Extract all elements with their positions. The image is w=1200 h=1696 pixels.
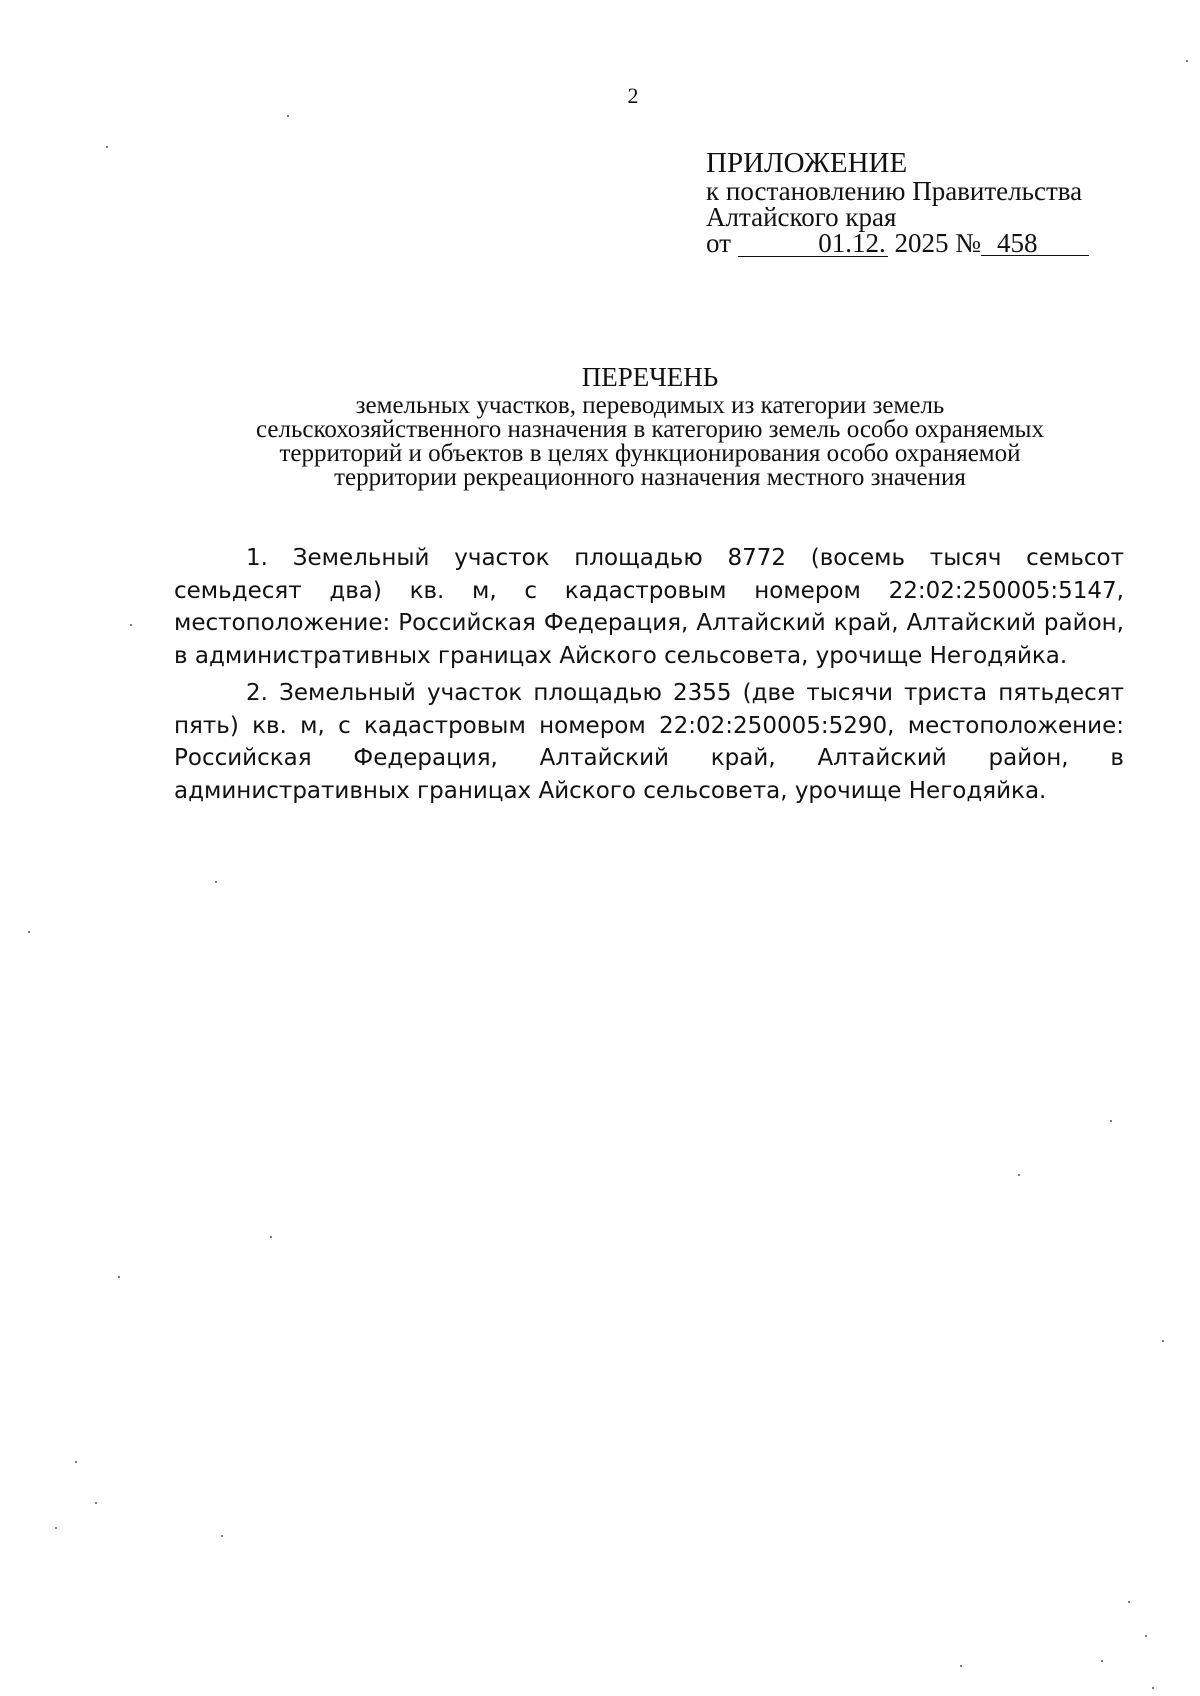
number-prefix: №: [955, 228, 981, 258]
scan-speck: [130, 624, 132, 626]
scan-speck: [1101, 1660, 1103, 1662]
number-field: 458: [981, 232, 1089, 256]
document-title: ПЕРЕЧЕНЬ: [581, 362, 719, 392]
title-line-1: земельных участков, переводимых из категории земель: [355, 392, 945, 419]
scan-speck: [118, 1276, 120, 1278]
date-prefix: от: [706, 228, 731, 258]
scan-speck: [95, 1502, 97, 1504]
scan-speck: [1110, 1120, 1112, 1122]
appendix-heading: ПРИЛОЖЕНИЕ: [706, 147, 908, 179]
scan-speck: [1162, 1340, 1164, 1342]
title-line-4: территории рекреационного назначения местного значения: [334, 464, 966, 491]
scan-speck: [1128, 1601, 1130, 1603]
scan-speck: [270, 1236, 272, 1238]
scan-speck: [106, 146, 108, 148]
scan-speck: [1186, 60, 1188, 62]
appendix-line-1: к постановлению Правительства: [706, 176, 1083, 206]
page-number: 2: [627, 83, 639, 108]
scan-speck: [28, 931, 30, 933]
list-item: 2. Земельный участок площадью 2355 (две тысячи триста пятьдесят пять) кв. м, с кадастровым номером 22:02:250005:5290, местоположение: Российская Федерация, Алтайский край, Алтайский район, в административных границах Айского сельсовета, урочище Негодяйка.: [174, 680, 1124, 804]
appendix-line-2: Алтайского края: [706, 202, 897, 232]
date-field: 01.12.: [738, 232, 888, 257]
scan-speck: [960, 1665, 962, 1667]
scan-speck: [215, 881, 217, 883]
scan-speck: [1018, 1174, 1020, 1176]
scan-speck: [221, 1535, 223, 1537]
scan-speck: [287, 115, 289, 117]
appendix-date-line: [706, 230, 1089, 257]
appendix-block: [706, 148, 1089, 257]
scan-speck: [55, 1527, 57, 1529]
land-plot-list: [174, 542, 1124, 812]
title-line-2: сельскохозяйственного назначения в категорию земель особо охраняемых: [256, 416, 1044, 443]
document-title-block: [160, 362, 1140, 490]
scan-speck: [1152, 1687, 1154, 1689]
scan-speck: [1145, 1635, 1147, 1637]
list-item: 1. Земельный участок площадью 8772 (восемь тысяч семьсот семьдесят два) кв. м, с кадастровым номером 22:02:250005:5147, местоположение: Российская Федерация, Алтайский край, Алтайский район, в административных границах Айского сельсовета, урочище Негодяйка.: [174, 545, 1124, 669]
year: 2025: [894, 228, 949, 258]
scan-speck: [75, 1461, 77, 1463]
title-line-3: территорий и объектов в целях функционирования особо охраняемой: [279, 440, 1021, 467]
